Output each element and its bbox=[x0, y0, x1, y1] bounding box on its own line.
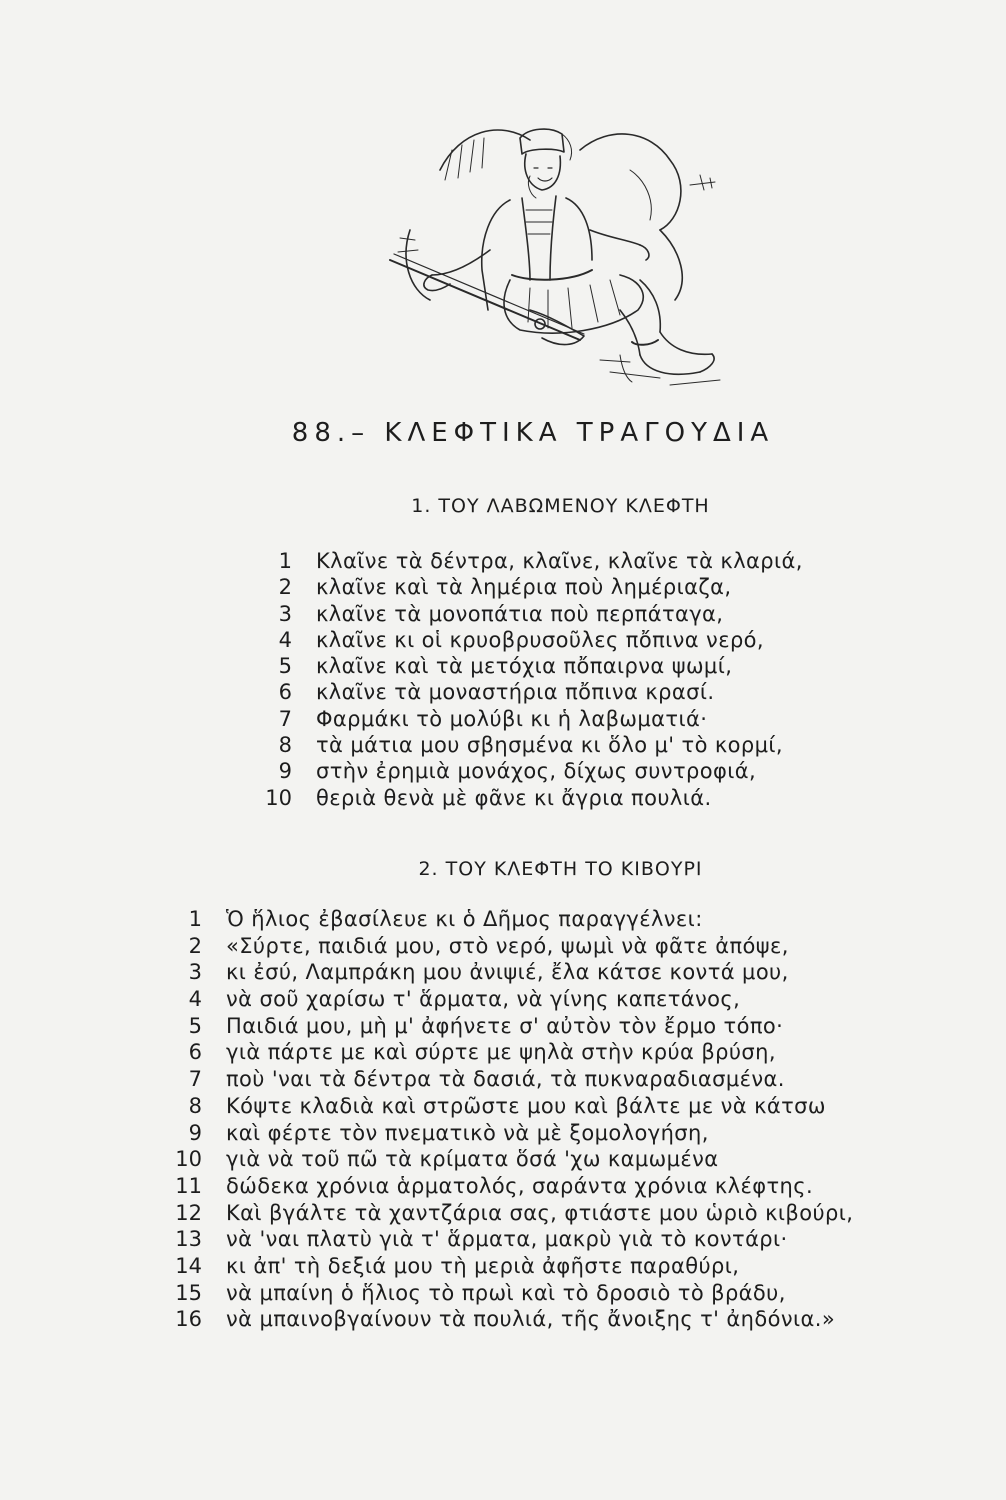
line-text: νὰ μπαίνη ὁ ἥλιος τὸ πρωὶ καὶ τὸ δροσιὸ τὸ βράδυ, bbox=[226, 1280, 786, 1305]
line-text: Παιδιά μου, μὴ μ' ἀφήνετε σ' αὐτὸν τὸν ἔρμο τόπο· bbox=[226, 1013, 784, 1038]
chapter-title: 88.– ΚΛΕΦΤΙΚΑ ΤΡΑΓΟΥΔΙΑ bbox=[291, 418, 775, 448]
poem-line bbox=[168, 1173, 853, 1200]
line-number: 5 bbox=[188, 1013, 202, 1038]
line-text: Κόψτε κλαδιὰ καὶ στρῶστε μου καὶ βάλτε με νὰ κάτσω bbox=[226, 1093, 826, 1118]
line-text: δώδεκα χρόνια ἁρματολός, σαράντα χρόνια κλέφτης. bbox=[226, 1173, 814, 1198]
song-title-2: 2. ΤΟΥ ΚΛΕΦΤΗ ΤΟ ΚΙΒΟΥΡΙ bbox=[418, 858, 703, 880]
poem-1 bbox=[258, 548, 803, 811]
line-number: 3 bbox=[188, 960, 202, 985]
line-text: Καὶ βγάλτε τὰ χαντζάρια σας, φτιάστε μου ὡριὸ κιβούρι, bbox=[226, 1200, 854, 1225]
line-text: θεριὰ θενὰ μὲ φᾶνε κι ἄγρια πουλιά. bbox=[316, 785, 712, 810]
line-text: ποὺ 'ναι τὰ δέντρα τὰ δασιά, τὰ πυκναραδιασμένα. bbox=[226, 1067, 785, 1092]
line-text: στὴν ἐρημιὰ μονάχος, δίχως συντροφιά, bbox=[316, 759, 757, 784]
line-number: 4 bbox=[278, 627, 292, 652]
line-text: κλαῖνε τὰ μονοπάτια ποὺ περπάταγα, bbox=[316, 601, 724, 626]
line-number: 3 bbox=[278, 601, 292, 626]
line-number: 6 bbox=[188, 1040, 202, 1065]
poem-line bbox=[258, 732, 803, 758]
poem-line bbox=[168, 1039, 853, 1066]
poem-line bbox=[258, 574, 803, 600]
line-text: κλαῖνε καὶ τὰ λημέρια ποὺ λημέριαζα, bbox=[316, 575, 732, 600]
line-number: 9 bbox=[278, 759, 292, 784]
poem-line bbox=[168, 1146, 853, 1173]
line-number: 9 bbox=[188, 1120, 202, 1145]
line-number: 12 bbox=[175, 1200, 202, 1225]
poem-line bbox=[258, 627, 803, 653]
line-text: Ὁ ἥλιος ἐβασίλευε κι ὁ Δῆμος παραγγέλνει: bbox=[226, 907, 703, 931]
poem-line bbox=[168, 1226, 853, 1253]
poem-line bbox=[168, 1200, 853, 1227]
poem-line bbox=[258, 653, 803, 679]
poem-line bbox=[258, 548, 803, 574]
line-number: 1 bbox=[188, 907, 202, 931]
poem-line bbox=[168, 959, 853, 986]
line-text: Κλαῖνε τὰ δέντρα, κλαῖνε, κλαῖνε τὰ κλαριά, bbox=[316, 549, 803, 573]
line-text: κλαῖνε τὰ μοναστήρια πὄπινα κρασί. bbox=[316, 680, 715, 705]
line-text: καὶ φέρτε τὸν πνεματικὸ νὰ μὲ ξομολογήση, bbox=[226, 1120, 709, 1145]
line-text: τὰ μάτια μου σβησμένα κι ὅλο μ' τὸ κορμί, bbox=[316, 733, 783, 758]
line-number: 10 bbox=[175, 1147, 202, 1172]
line-text: κλαῖνε κι οἱ κρυοβρυσοῦλες πὄπινα νερό, bbox=[316, 627, 764, 652]
line-text: νὰ σοῦ χαρίσω τ' ἅρματα, νὰ γίνης καπετάνος, bbox=[226, 987, 741, 1012]
poem-line bbox=[168, 1306, 853, 1333]
line-text: Φαρμάκι τὸ μολύβι κι ἡ λαβωματιά· bbox=[316, 706, 708, 731]
line-number: 8 bbox=[188, 1093, 202, 1118]
poem-line bbox=[168, 1093, 853, 1120]
poem-line bbox=[168, 906, 853, 933]
poem-line bbox=[168, 1120, 853, 1147]
line-number: 11 bbox=[175, 1173, 202, 1198]
line-number: 1 bbox=[278, 549, 292, 573]
line-text: κλαῖνε καὶ τὰ μετόχια πὄπαιρνα ψωμί, bbox=[316, 654, 733, 679]
line-number: 10 bbox=[265, 785, 292, 810]
line-text: γιὰ νὰ τοῦ πῶ τὰ κρίματα ὅσά 'χω καμωμένα bbox=[226, 1147, 719, 1172]
line-text: νὰ μπαινοβγαίνουν τὰ πουλιά, τῆς ἄνοιξης τ' ἀηδόνια.» bbox=[226, 1307, 836, 1332]
line-number: 8 bbox=[278, 733, 292, 758]
klepht-illustration bbox=[370, 110, 750, 390]
line-text: κι ἀπ' τὴ δεξιά μου τὴ μεριὰ ἀφῆστε παραθύρι, bbox=[226, 1253, 740, 1278]
poem-line bbox=[258, 758, 803, 784]
line-number: 6 bbox=[278, 680, 292, 705]
line-number: 13 bbox=[175, 1227, 202, 1252]
line-number: 7 bbox=[278, 706, 292, 731]
poem-line bbox=[258, 785, 803, 811]
poem-line bbox=[168, 986, 853, 1013]
line-text: «Σύρτε, παιδιά μου, στὸ νερό, ψωμὶ νὰ φᾶτε ἀπόψε, bbox=[226, 933, 789, 958]
poem-line bbox=[168, 1280, 853, 1307]
line-number: 16 bbox=[175, 1307, 202, 1332]
line-text: γιὰ πάρτε με καὶ σύρτε με ψηλὰ στὴν κρύα βρύση, bbox=[226, 1040, 776, 1065]
line-number: 15 bbox=[175, 1280, 202, 1305]
poem-line bbox=[168, 1253, 853, 1280]
poem-line bbox=[258, 601, 803, 627]
line-text: κι ἐσύ, Λαμπράκη μου ἀνιψιέ, ἔλα κάτσε κοντά μου, bbox=[226, 960, 789, 985]
poem-line bbox=[258, 706, 803, 732]
line-number: 5 bbox=[278, 654, 292, 679]
poem-line bbox=[168, 1013, 853, 1040]
line-number: 2 bbox=[278, 575, 292, 600]
poem-line bbox=[168, 1066, 853, 1093]
line-text: νὰ 'ναι πλατὺ γιὰ τ' ἅρματα, μακρὺ γιὰ τὸ κοντάρι· bbox=[226, 1227, 788, 1252]
line-number: 4 bbox=[188, 987, 202, 1012]
poem-line bbox=[258, 679, 803, 705]
line-number: 14 bbox=[175, 1253, 202, 1278]
song-title-1: 1. ΤΟΥ ΛΑΒΩΜΕΝΟΥ ΚΛΕΦΤΗ bbox=[411, 495, 710, 517]
line-number: 2 bbox=[188, 933, 202, 958]
poem-2 bbox=[168, 906, 853, 1333]
poem-line bbox=[168, 933, 853, 960]
line-number: 7 bbox=[188, 1067, 202, 1092]
